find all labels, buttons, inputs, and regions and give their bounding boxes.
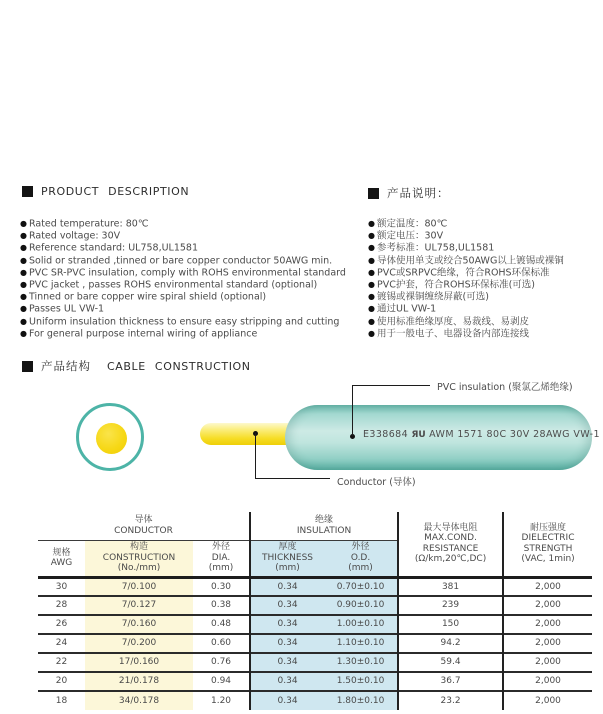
ul-recognized-mark-icon: ЯU bbox=[411, 430, 426, 440]
header-line: 耐压强度 bbox=[530, 522, 567, 533]
dielectric-cell: 2,000 bbox=[503, 672, 592, 691]
section-marker-icon bbox=[368, 188, 379, 199]
spec-row bbox=[38, 596, 592, 615]
spec-row bbox=[38, 672, 592, 691]
header-line: STRENGTH bbox=[523, 543, 573, 554]
resistance-column-header bbox=[398, 512, 503, 577]
spec-row bbox=[38, 634, 592, 653]
cable-construction-header bbox=[22, 358, 251, 374]
dia-cell: 0.60 bbox=[193, 634, 250, 653]
spec-item-zh: ● PVC或SRPVC绝缘，符合ROHS环保标准 bbox=[368, 267, 600, 279]
spec-row bbox=[38, 691, 592, 710]
product-description-list bbox=[20, 218, 372, 340]
header-line: 最大导体电阻 bbox=[423, 522, 478, 533]
thickness-cell: 0.34 bbox=[250, 577, 324, 596]
header-line: CONDUCTOR bbox=[114, 525, 173, 536]
construction-cell: 17/0.160 bbox=[85, 653, 193, 672]
construction-cell: 21/0.178 bbox=[85, 672, 193, 691]
od-cell: 1.50±0.10 bbox=[324, 672, 398, 691]
header-line: THICKNESS bbox=[262, 552, 313, 563]
header-line: AWG bbox=[50, 558, 73, 568]
header-line: MAX.COND. bbox=[424, 533, 477, 544]
construction-cell: 7/0.100 bbox=[85, 577, 193, 596]
od-column-header bbox=[324, 540, 398, 577]
spec-row bbox=[38, 577, 592, 596]
header-line: O.D. bbox=[350, 552, 371, 563]
cable-cross-section bbox=[76, 403, 144, 471]
dielectric-cell: 2,000 bbox=[503, 653, 592, 672]
spec-item: ● For general purpose internal wiring of appliance bbox=[20, 328, 372, 340]
insulation-group-header bbox=[250, 512, 398, 540]
thickness-cell: 0.34 bbox=[250, 596, 324, 615]
conductor-group-header bbox=[38, 512, 250, 540]
construction-cell: 7/0.127 bbox=[85, 596, 193, 615]
table-group-header-row bbox=[38, 512, 592, 540]
header-line: DIELECTRIC bbox=[521, 533, 575, 544]
header-line: 构造 bbox=[129, 542, 148, 553]
header-line: (mm) bbox=[348, 563, 373, 574]
section-marker-icon bbox=[22, 186, 33, 197]
header-line: 厚度 bbox=[278, 542, 297, 553]
awg-cell: 18 bbox=[38, 691, 85, 710]
construction-title-zh: 产品结构 bbox=[41, 359, 91, 373]
header-line: DIA. bbox=[211, 552, 231, 563]
product-notes-title: 产品说明： bbox=[387, 186, 450, 200]
conductor-label: Conductor (导体) bbox=[337, 477, 416, 488]
insulation-label: PVC insulation (聚氯乙烯绝缘) bbox=[437, 382, 573, 393]
od-cell: 1.80±0.10 bbox=[324, 691, 398, 710]
construction-cell: 7/0.200 bbox=[85, 634, 193, 653]
dia-cell: 0.94 bbox=[193, 672, 250, 691]
thickness-cell: 0.34 bbox=[250, 615, 324, 634]
resistance-cell: 381 bbox=[398, 577, 503, 596]
spec-table bbox=[38, 512, 592, 710]
header-line: (No./mm) bbox=[117, 563, 161, 574]
product-description-title: PRODUCT DESCRIPTION bbox=[41, 185, 190, 198]
dia-cell: 1.20 bbox=[193, 691, 250, 710]
resistance-cell: 36.7 bbox=[398, 672, 503, 691]
header-line: (Ω/km,20℃,DC) bbox=[414, 554, 487, 565]
cable-print-legend bbox=[363, 429, 600, 440]
dielectric-cell: 2,000 bbox=[503, 577, 592, 596]
awg-cell: 24 bbox=[38, 634, 85, 653]
spec-row bbox=[38, 615, 592, 634]
dia-cell: 0.38 bbox=[193, 596, 250, 615]
header-line: 绝缘 bbox=[315, 515, 334, 526]
od-cell: 0.90±0.10 bbox=[324, 596, 398, 615]
dia-cell: 0.48 bbox=[193, 615, 250, 634]
dielectric-column-header bbox=[503, 512, 592, 577]
spec-item: ● PVC jacket , passes ROHS environmental standard (optional) bbox=[20, 279, 372, 291]
construction-column-header bbox=[85, 540, 193, 577]
dielectric-cell: 2,000 bbox=[503, 615, 592, 634]
thickness-cell: 0.34 bbox=[250, 691, 324, 710]
awg-column-header bbox=[38, 540, 85, 577]
header-line: RESISTANCE bbox=[422, 543, 479, 554]
resistance-cell: 94.2 bbox=[398, 634, 503, 653]
leader-line bbox=[352, 385, 353, 436]
spec-item: ● Passes UL VW-1 bbox=[20, 303, 372, 315]
construction-title-en: CABLE CONSTRUCTION bbox=[107, 359, 251, 373]
header-line: (VAC, 1min) bbox=[521, 554, 575, 565]
header-line: 导体 bbox=[134, 515, 153, 526]
spec-item-zh: ● PVC护套，符合ROHS环保标准(可选) bbox=[368, 279, 600, 291]
od-cell: 1.00±0.10 bbox=[324, 615, 398, 634]
product-notes-header bbox=[368, 185, 450, 201]
resistance-cell: 239 bbox=[398, 596, 503, 615]
awg-cell: 20 bbox=[38, 672, 85, 691]
spec-item-zh: ● 额定电压：30V bbox=[368, 230, 600, 242]
construction-cell: 7/0.160 bbox=[85, 615, 193, 634]
product-notes-list bbox=[368, 218, 600, 340]
od-cell: 0.70±0.10 bbox=[324, 577, 398, 596]
header-line: CONSTRUCTION bbox=[102, 552, 176, 563]
thickness-cell: 0.34 bbox=[250, 672, 324, 691]
od-cell: 1.30±0.10 bbox=[324, 653, 398, 672]
spec-item-zh: ● 额定温度：80℃ bbox=[368, 218, 600, 230]
awg-cell: 26 bbox=[38, 615, 85, 634]
header-line: (mm) bbox=[275, 563, 300, 574]
resistance-cell: 150 bbox=[398, 615, 503, 634]
spec-item: ● Rated temperature: 80℃ bbox=[20, 218, 372, 230]
ul-file-number: E338684 bbox=[363, 429, 409, 440]
resistance-cell: 59.4 bbox=[398, 653, 503, 672]
spec-item: ● Solid or stranded ,tinned or bare copper conductor 50AWG min. bbox=[20, 255, 372, 267]
header-line: 外径 bbox=[351, 542, 370, 553]
thickness-cell: 0.34 bbox=[250, 653, 324, 672]
section-marker-icon bbox=[22, 361, 33, 372]
spec-item: ● Reference standard: UL758,UL1581 bbox=[20, 242, 372, 254]
awg-cell: 22 bbox=[38, 653, 85, 672]
header-line: 规格 bbox=[52, 547, 71, 558]
spec-item-zh: ● 导体使用单支或绞合50AWG以上镀锡或裸铜 bbox=[368, 255, 600, 267]
spec-table-container bbox=[38, 512, 592, 714]
cable-rating-text: AWM 1571 80C 30V 28AWG VW-1 bbox=[429, 429, 600, 440]
dia-cell: 0.30 bbox=[210, 581, 232, 592]
dielectric-cell: 2,000 bbox=[503, 596, 592, 615]
spec-row bbox=[38, 653, 592, 672]
conductor-core-icon bbox=[96, 423, 127, 454]
product-description-header bbox=[22, 185, 189, 198]
spec-item: ● Rated voltage: 30V bbox=[20, 230, 372, 242]
awg-cell: 30 bbox=[55, 581, 68, 592]
spec-item: ● PVC SR-PVC insulation, comply with ROHS environmental standard bbox=[20, 267, 372, 279]
spec-item: ● Uniform insulation thickness to ensure easy stripping and cutting bbox=[20, 316, 372, 328]
leader-line bbox=[255, 433, 256, 479]
dia-column-header bbox=[193, 540, 250, 577]
header-line: (mm) bbox=[208, 563, 234, 574]
spec-item-zh: ● 镀锡或裸铜缠绕屏蔽(可选) bbox=[368, 291, 600, 303]
spec-item-zh: ● 通过UL VW-1 bbox=[368, 303, 600, 315]
construction-cell: 34/0.178 bbox=[85, 691, 193, 710]
spec-item: ● Tinned or bare copper wire spiral shield (optional) bbox=[20, 291, 372, 303]
spec-item-zh: ● 使用标准绝缘厚度、易裁线、易剥皮 bbox=[368, 316, 600, 328]
thickness-cell: 0.34 bbox=[250, 634, 324, 653]
leader-line bbox=[255, 478, 330, 479]
thickness-column-header bbox=[250, 540, 324, 577]
spec-item-zh: ● 参考标准：UL758,UL1581 bbox=[368, 242, 600, 254]
dielectric-cell: 2,000 bbox=[503, 634, 592, 653]
resistance-cell: 23.2 bbox=[398, 691, 503, 710]
header-line: INSULATION bbox=[296, 525, 352, 536]
awg-cell: 28 bbox=[38, 596, 85, 615]
dielectric-cell: 2,000 bbox=[503, 691, 592, 710]
header-line: 外径 bbox=[212, 542, 231, 553]
od-cell: 1.10±0.10 bbox=[324, 634, 398, 653]
dia-cell: 0.76 bbox=[193, 653, 250, 672]
leader-line bbox=[352, 385, 430, 386]
spec-item-zh: ● 用于一般电子、电器设备内部连接线 bbox=[368, 328, 600, 340]
